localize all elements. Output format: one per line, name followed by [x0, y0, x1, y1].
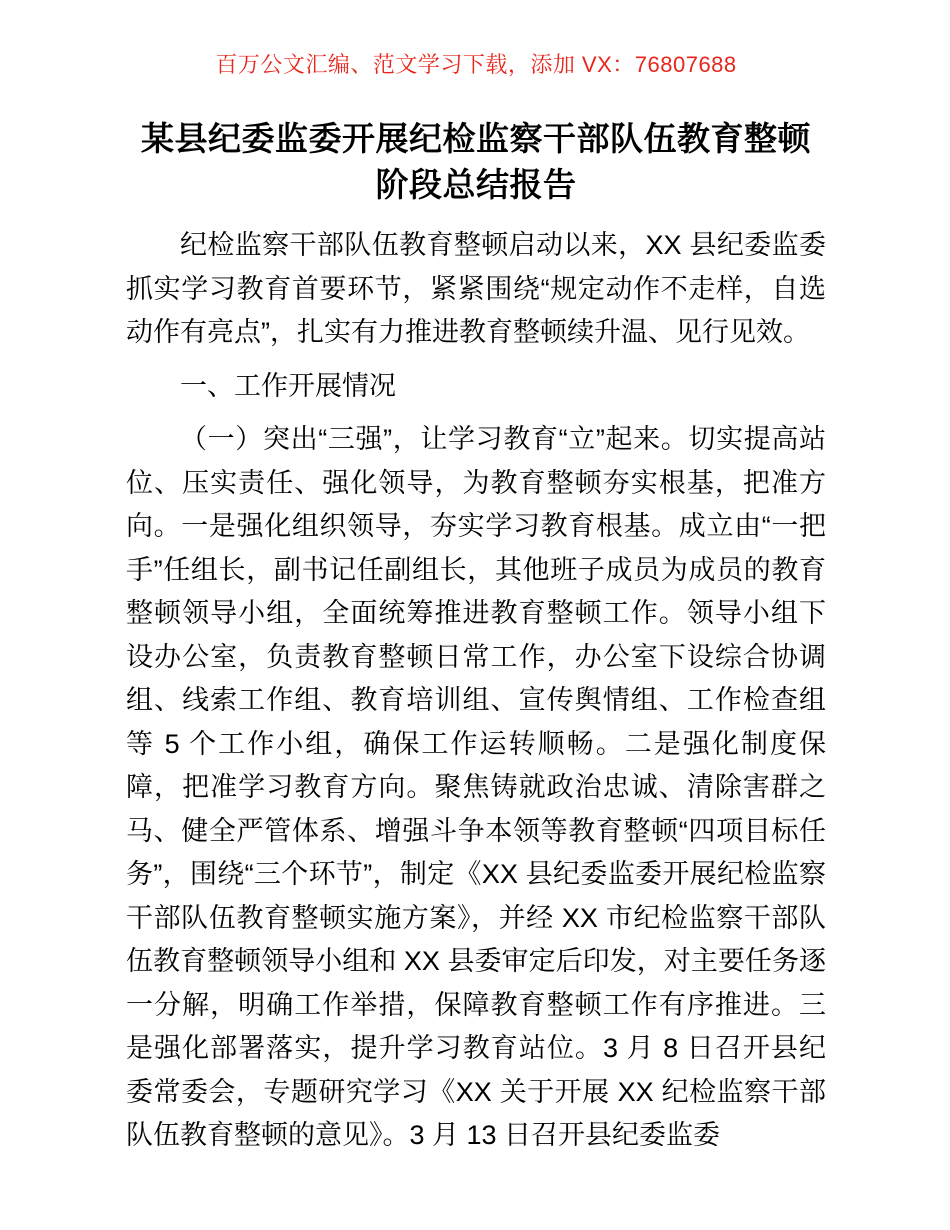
document-content — [126, 0, 826, 1158]
document-title: 某县纪委监委开展纪检监察干部队伍教育整顿阶段总结报告 — [141, 120, 811, 203]
body-paragraph: （一）突出“三强”，让学习教育“立”起来。切实提高站位、压实责任、强化领导，为教育整顿夯实根基，把准方向。一是强化组织领导，夯实学习教育根基。成立由“一把手”任组长，副书记任副组长，其他班子成员为成员的教育整顿领导小组，全面统筹推进教育整顿工作。领导小组下设办公室，负责教育整顿日常工作，办公室下设综合协调组、线索工作组、教育培训组、宣传舆情组、工作检查组等 5 个工作小组，确保工作运转顺畅。二是强化制度保障，把准学习教育方向。聚焦铸就政治忠诚、清除害群之马、健全严管体系、增强斗争本领等教育整顿“四项目标任务”，围绕“三个环节”，制定《XX 县纪委监委开展纪检监察干部队伍教育整顿实施方案》，并经 XX 市纪检监察干部队伍教育整顿领导小组和 XX 县委审定后印发，对主要任务逐一分解，明确工作举措，保障教育整顿工作有序推进。三是强化部署落实，提升学习教育站位。3 月 8 日召开县纪委常委会，专题研究学习《XX 关于开展 XX 纪检监察干部队伍教育整顿的意见》。3 月 13 日召开县纪委监委 — [126, 424, 826, 1150]
section-heading: 一、工作开展情况 — [180, 370, 396, 401]
document-body — [126, 224, 826, 1158]
promo-banner-text: 百万公文汇编、范文学习下载，添加 VX：76807688 — [215, 52, 737, 77]
body-paragraph: 纪检监察干部队伍教育整顿启动以来，XX 县纪委监委抓实学习教育首要环节，紧紧围绕“规定动作不走样，自选动作有亮点”，扎实有力推进教育整顿续升温、见行见效。 — [126, 230, 826, 347]
